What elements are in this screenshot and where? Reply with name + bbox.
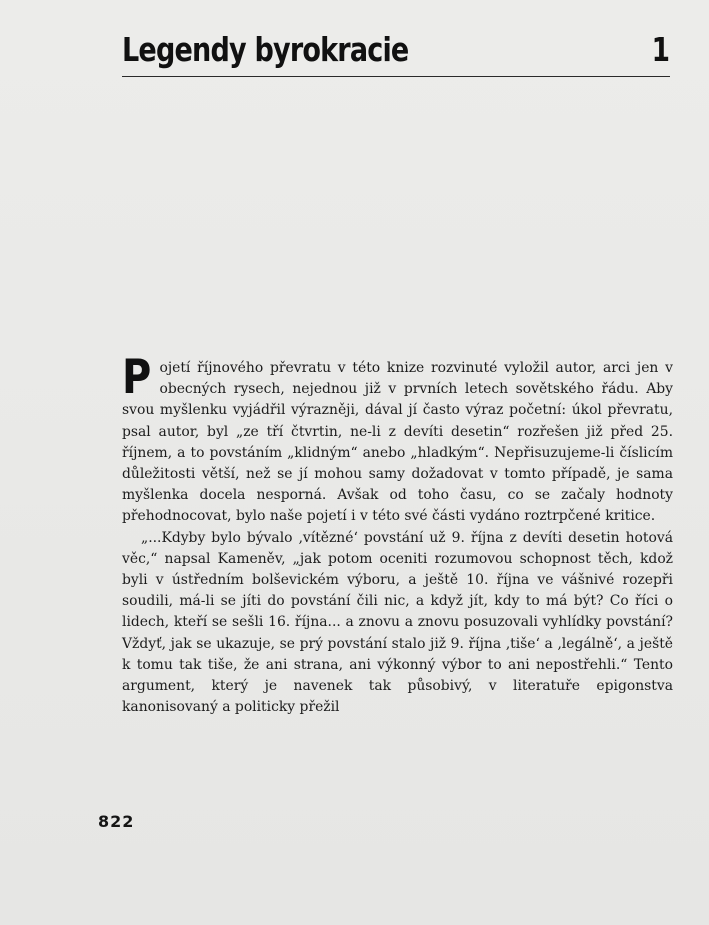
page-number: 822 <box>98 812 135 831</box>
drop-cap: P <box>122 350 152 405</box>
paragraph-1 <box>122 350 673 528</box>
chapter-number: 1 <box>651 30 670 69</box>
body-text <box>122 350 673 718</box>
chapter-header <box>122 30 670 77</box>
paragraph-1-text: ojetí říjnového převratu v této knize rozvinuté vyložil autor, arci jen v obecných rysech, nejednou již v prvních letech sovětského řádu. Aby svou myšlenku vyjádřil výrazněji, dával jí často výraz početní: úkol převratu, psal autor, byl „ze tří čtvrtin, ne-li z devíti desetin“ rozřešen již před 25. říjnem, a to povstáním „klidným“ anebo „hladkým“. Nepřisuzujeme-li číslicím důležitosti větší, než se jí mohou samy dožadovat v tomto případě, je sama myšlenka docela nesporná. Avšak od toho času, co se začaly hodnoty přehodnocovat, bylo naše pojetí i v této své části vydáno roztrpčené kritice. <box>122 360 673 525</box>
chapter-title: Legendy byrokracie <box>122 30 409 69</box>
paragraph-2: „...Kdyby bylo bývalo ‚vítězné‘ povstání už 9. října z devíti desetin hotová věc,“ napsal Kameněv, „jak potom oceniti rozumovou schopnost těch, kdož byli v ústředním bolševickém výboru, a ještě 10. října ve vášnivé rozepři soudili, má-li se jíti do povstání čili nic, a když jít, kdy to má být? Co říci o lidech, kteří se sešli 16. října... a znovu a znovu posuzovali vyhlídky povstání? Vždyť, jak se ukazuje, se prý povstání stalo již 9. října ‚tiše‘ a ‚legálně‘, a ještě k tomu tak tiše, že ani strana, ani výkonný výbor to ani nepostřehli.“ Tento argument, který je navenek tak působivý, v literatuře epigonstva kanonisovaný a politicky přežil <box>122 529 673 716</box>
